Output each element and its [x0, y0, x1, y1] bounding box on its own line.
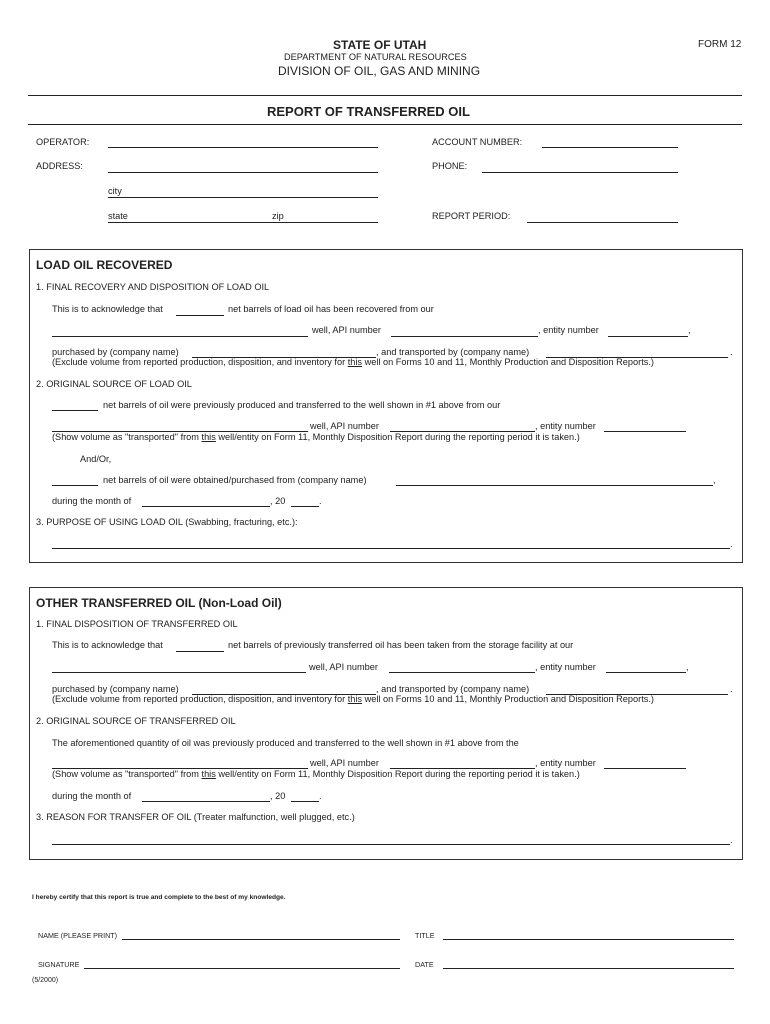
load-section-1-title: 1. FINAL RECOVERY AND DISPOSITION OF LOAD OIL [36, 282, 270, 292]
other-section-2-title: 2. ORIGINAL SOURCE OF TRANSFERRED OIL [36, 716, 236, 726]
phone-field[interactable] [482, 172, 678, 173]
other-comma: , [686, 662, 689, 672]
other-transported-label: , and transported by (company name) [376, 684, 530, 694]
other-ack-text-a: This is to acknowledge that [52, 640, 163, 650]
load-purpose-dot: . [730, 539, 733, 549]
load-source-api-label: well, API number [310, 421, 379, 431]
other-aforementioned-text: The aforementioned quantity of oil was previously produced and transferred to the well shown in #1 above from the [52, 738, 519, 748]
other-reason-dot: . [730, 835, 733, 845]
other-section-3-title: 3. REASON FOR TRANSFER OF OIL (Treater malfunction, well plugged, etc.) [36, 812, 355, 822]
state-zip-field[interactable] [108, 222, 378, 223]
account-number-label: ACCOUNT NUMBER: [432, 137, 523, 147]
load-obtained-company-field[interactable] [396, 485, 713, 486]
load-well-api-label: well, API number [312, 325, 381, 335]
report-period-label: REPORT PERIOD: [432, 211, 511, 221]
other-month-field[interactable] [142, 801, 270, 802]
load-prev-barrels-field[interactable] [52, 410, 98, 411]
other-source-api-label: well, API number [310, 758, 379, 768]
load-oil-heading: LOAD OIL RECOVERED [36, 258, 173, 272]
signature-field[interactable] [84, 968, 400, 969]
other-show-note: (Show volume as "transported" from this well/entity on Form 11, Monthly Disposition Report during the reporting period it is taken.) [52, 769, 580, 779]
load-section-3-title: 3. PURPOSE OF USING LOAD OIL (Swabbing, fracturing, etc.): [36, 517, 298, 527]
load-source-entity-label: , entity number [535, 421, 596, 431]
load-exclude-note: (Exclude volume from reported production, disposition, and inventory for this well on Forms 10 and 11, Monthly Production and Disposition Reports.) [52, 357, 654, 367]
account-number-field[interactable] [542, 147, 678, 148]
other-year-dot: . [319, 791, 322, 801]
header-divider-bottom [28, 124, 742, 125]
other-oil-heading: OTHER TRANSFERRED OIL (Non-Load Oil) [36, 596, 282, 610]
certification-statement: I hereby certify that this report is true and complete to the best of my knowledge. [32, 894, 286, 901]
header-divider-top [28, 95, 742, 96]
load-obtained-barrels-field[interactable] [52, 485, 98, 486]
load-prev-produced-text: net barrels of oil were previously produced and transferred to the well shown in #1 above from our [103, 400, 501, 410]
title-label: TITLE [415, 931, 435, 940]
city-label: city [108, 186, 122, 196]
load-obtained-comma: , [713, 475, 716, 485]
load-show-note: (Show volume as "transported" from this well/entity on Form 11, Monthly Disposition Report during the reporting period it is taken.) [52, 432, 580, 442]
load-well-name-field[interactable] [52, 336, 308, 337]
header-state: STATE OF UTAH [333, 38, 427, 52]
load-source-entity-field[interactable] [604, 431, 686, 432]
header-division: DIVISION OF OIL, GAS AND MINING [278, 64, 481, 78]
load-year-dot: . [319, 496, 322, 506]
other-period-dot: . [730, 684, 733, 694]
report-period-field[interactable] [527, 222, 678, 223]
load-obtained-text: net barrels of oil were obtained/purchased from (company name) [103, 475, 367, 485]
other-reason-field[interactable] [52, 844, 730, 845]
signature-label: SIGNATURE [38, 960, 80, 969]
load-purpose-field[interactable] [52, 548, 730, 549]
form-title: REPORT OF TRANSFERRED OIL [267, 104, 470, 119]
other-year-field[interactable] [291, 801, 319, 802]
load-purchased-label: purchased by (company name) [52, 347, 179, 357]
load-month-label: during the month of [52, 496, 132, 506]
other-source-entity-field[interactable] [604, 768, 686, 769]
operator-field[interactable] [108, 147, 378, 148]
load-entity-number-field[interactable] [608, 336, 688, 337]
load-comma: , [688, 325, 691, 335]
form-number: FORM 12 [698, 39, 742, 50]
other-exclude-note: (Exclude volume from reported production, disposition, and inventory for this well on Forms 10 and 11, Monthly Production and Disposition Reports.) [52, 694, 654, 704]
load-and-or: And/Or, [80, 454, 112, 464]
other-entity-label: , entity number [535, 662, 596, 672]
name-label: NAME (PLEASE PRINT) [38, 931, 118, 940]
load-month-field[interactable] [142, 506, 270, 507]
address-label: ADDRESS: [36, 161, 83, 171]
date-field[interactable] [443, 968, 734, 969]
title-field[interactable] [443, 939, 734, 940]
city-field[interactable] [108, 197, 378, 198]
other-ack-text-b: net barrels of previously transferred oil has been taken from the storage facility at our [228, 640, 574, 650]
load-ack-text-a: This is to acknowledge that [52, 304, 163, 314]
other-section-1-title: 1. FINAL DISPOSITION OF TRANSFERRED OIL [36, 619, 238, 629]
other-month-label: during the month of [52, 791, 132, 801]
date-label: DATE [415, 960, 434, 969]
load-section-2-title: 2. ORIGINAL SOURCE OF LOAD OIL [36, 379, 192, 389]
other-purchased-label: purchased by (company name) [52, 684, 179, 694]
header-department: DEPARTMENT OF NATURAL RESOURCES [284, 52, 467, 62]
load-period-dot: . [730, 347, 733, 357]
operator-label: OPERATOR: [36, 137, 90, 147]
other-well-api-label: well, API number [309, 662, 378, 672]
other-api-number-field[interactable] [389, 672, 535, 673]
phone-label: PHONE: [432, 161, 468, 171]
load-year-field[interactable] [291, 506, 319, 507]
other-barrels-field[interactable] [176, 651, 224, 652]
load-transported-label: , and transported by (company name) [376, 347, 530, 357]
name-field[interactable] [122, 939, 400, 940]
revision-date: (5/2000) [32, 977, 59, 984]
other-well-name-field[interactable] [52, 672, 306, 673]
load-entity-label: , entity number [538, 325, 599, 335]
other-source-entity-label: , entity number [535, 758, 596, 768]
load-barrels-field[interactable] [176, 315, 224, 316]
other-entity-number-field[interactable] [606, 672, 686, 673]
load-year-label: , 20 [270, 496, 286, 506]
other-year-label: , 20 [270, 791, 286, 801]
load-ack-text-b: net barrels of load oil has been recovered from our [228, 304, 434, 314]
address-field[interactable] [108, 172, 378, 173]
load-api-number-field[interactable] [391, 336, 538, 337]
state-label: state [108, 211, 128, 221]
zip-label: zip [272, 211, 284, 221]
